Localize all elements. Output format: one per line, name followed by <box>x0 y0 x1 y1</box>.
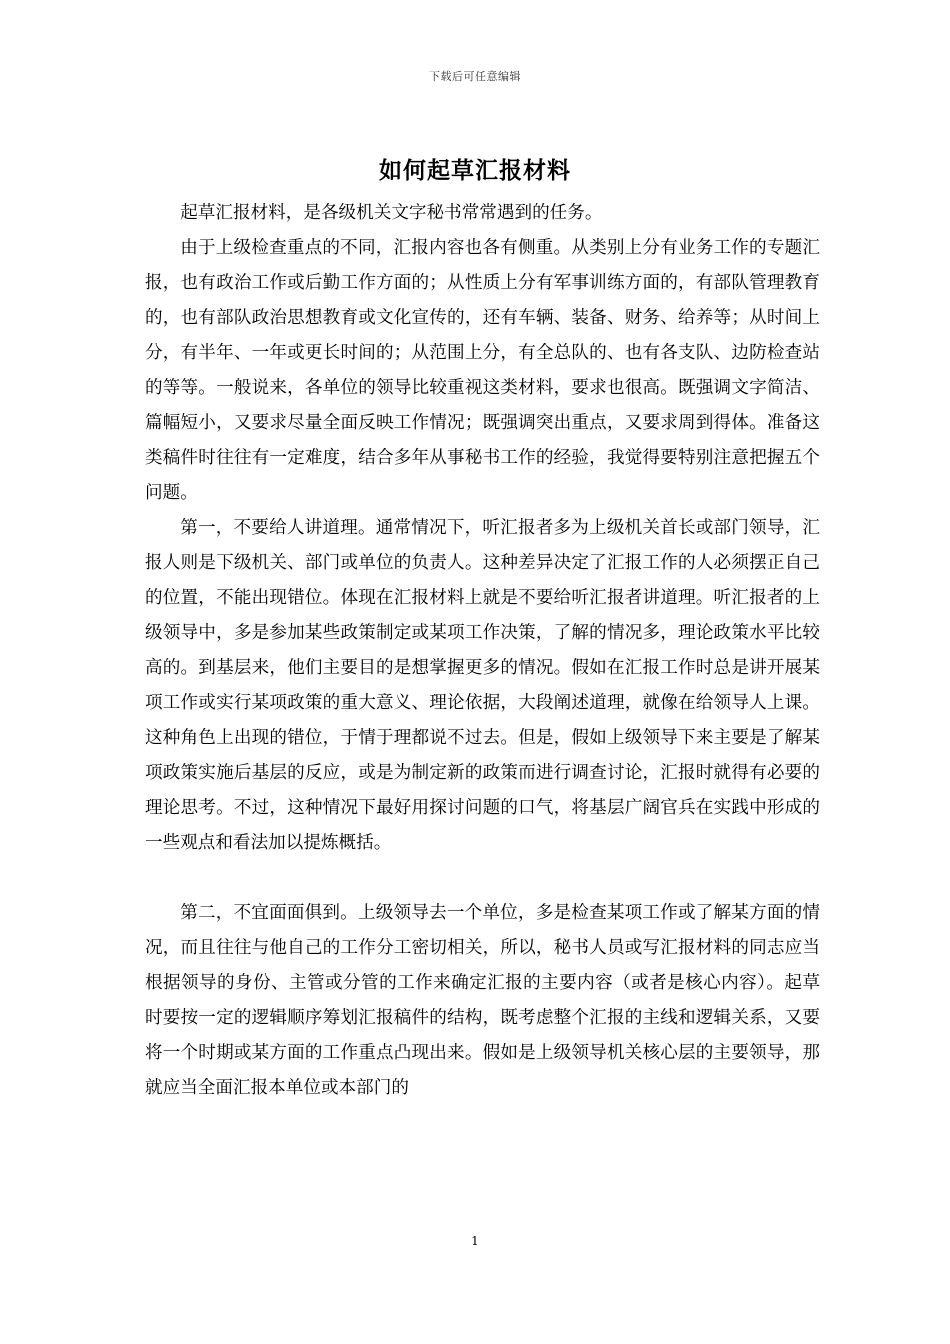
paragraph-point-two: 第二，不宜面面俱到。上级领导去一个单位，多是检查某项工作或了解某方面的情况，而且往往与他自己的工作分工密切相关，所以，秘书人员或写汇报材料的同志应当根据领导的身份、主管或分管的工作来确定汇报的主要内容（或者是核心内容）。起草时要按一定的逻辑顺序筹划汇报稿件的结构，既考虑整个汇报的主线和逻辑关系，又要将一个时期或某方面的工作重点凸现出来。假如是上级领导机关核心层的主要领导，那就应当全面汇报本单位或本部门的 <box>145 903 820 1098</box>
paragraph-intro: 起草汇报材料，是各级机关文字秘书常常遇到的任务。 <box>180 203 603 223</box>
paragraph-overview: 由于上级检查重点的不同，汇报内容也各有侧重。从类别上分有业务工作的专题汇报，也有政治工作或后勤工作方面的；从性质上分有军事训练方面的，有部队管理教育的，也有部队政治思想教育或文化宣传的，还有车辆、装备、财务、给养等；从时间上分，有半年、一年或更长时间的；从范围上分，有全总队的、也有各支队、边防检查站的等等。一般说来，各单位的领导比较重视这类材料，要求也很高。既强调文字简洁、篇幅短小，又要求尽量全面反映工作情况；既强调突出重点，又要求周到得体。准备这类稿件时往往有一定难度，结合多年从事秘书工作的经验，我觉得要特别注意把握五个问题。 <box>145 238 820 503</box>
document-body <box>145 196 820 1106</box>
header-note: 下载后可任意编辑 <box>429 70 521 83</box>
document-title: 如何起草汇报材料 <box>379 157 571 184</box>
paragraph-point-one: 第一，不要给人讲道理。通常情况下，听汇报者多为上级机关首长或部门领导，汇报人则是下级机关、部门或单位的负责人。这种差异决定了汇报工作的人必须摆正自己的位置，不能出现错位。体现在汇报材料上就是不要给听汇报者讲道理。听汇报者的上级领导中，多是参加某些政策制定或某项工作决策，了解的情况多，理论政策水平比较高的。到基层来，他们主要目的是想掌握更多的情况。假如在汇报工作时总是讲开展某项工作或实行某项政策的重大意义、理论依据，大段阐述道理，就像在给领导人上课。这种角色上出现的错位，于情于理都说不过去。但是，假如上级领导下来主要是了解某项政策实施后基层的反应，或是为制定新的政策而进行调查讨论，汇报时就得有必要的理论思考。不过，这种情况下最好用探讨问题的口气，将基层广阔官兵在实践中形成的一些观点和看法加以提炼概括。 <box>145 518 820 853</box>
page-number: 1 <box>471 1234 479 1248</box>
